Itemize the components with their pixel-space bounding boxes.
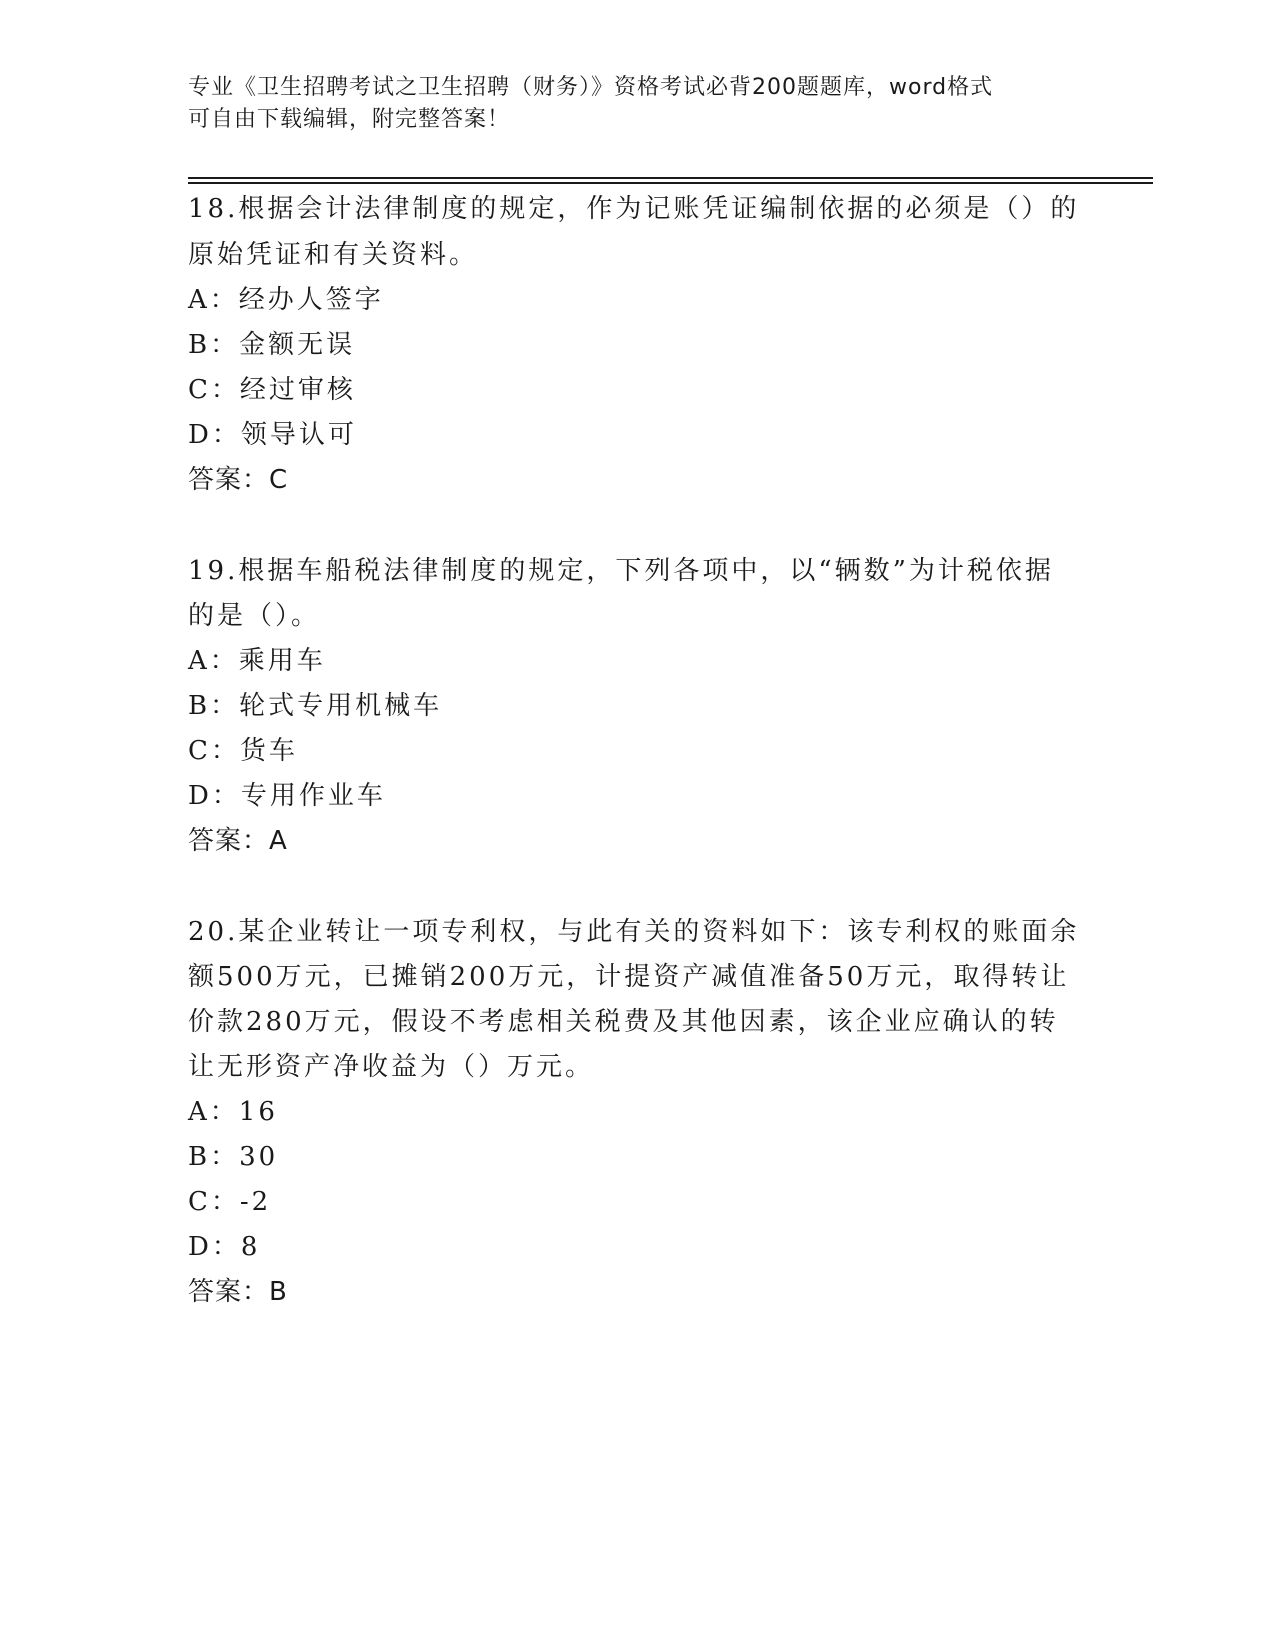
question-stem-line: 19.根据车船税法律制度的规定，下列各项中，以“辆数”为计税依据	[188, 556, 1054, 586]
option-d: D：8	[188, 1232, 261, 1262]
option-d: D：领导认可	[188, 420, 357, 450]
option-c: C：货车	[188, 736, 298, 766]
question-stem-line: 让无形资产净收益为（）万元。	[188, 1052, 595, 1082]
header-divider-bottom	[188, 182, 1153, 184]
question-stem-line: 20.某企业转让一项专利权，与此有关的资料如下：该专利权的账面余	[188, 917, 1080, 947]
question-stem-line: 的是（）。	[188, 601, 321, 631]
option-b: B：30	[188, 1142, 279, 1172]
option-b: B：轮式专用机械车	[188, 691, 443, 721]
option-c: C：经过审核	[188, 375, 356, 405]
option-a: A：经办人签字	[188, 285, 384, 315]
option-a: A：乘用车	[188, 646, 326, 676]
option-a: A：16	[188, 1097, 278, 1127]
document-header-line-2: 可自由下载编辑，附完整答案！	[188, 107, 511, 132]
option-c: C：-2	[188, 1187, 272, 1217]
option-d: D：专用作业车	[188, 781, 386, 811]
question-stem-line: 价款280万元，假设不考虑相关税费及其他因素，该企业应确认的转	[188, 1007, 1059, 1037]
answer-line: 答案：A	[188, 826, 288, 856]
question-stem-line: 额500万元，已摊销200万元，计提资产减值准备50万元，取得转让	[188, 962, 1070, 992]
option-b: B：金额无误	[188, 330, 356, 360]
header-divider-top	[188, 177, 1153, 179]
question-stem-line: 18.根据会计法律制度的规定，作为记账凭证编制依据的必须是（）的	[188, 194, 1080, 224]
answer-line: 答案：C	[188, 465, 289, 495]
answer-line: 答案：B	[188, 1277, 288, 1307]
document-header-line-1: 专业《卫生招聘考试之卫生招聘（财务）》资格考试必背200题题库，word格式	[188, 75, 994, 100]
question-stem-line: 原始凭证和有关资料。	[188, 240, 479, 270]
